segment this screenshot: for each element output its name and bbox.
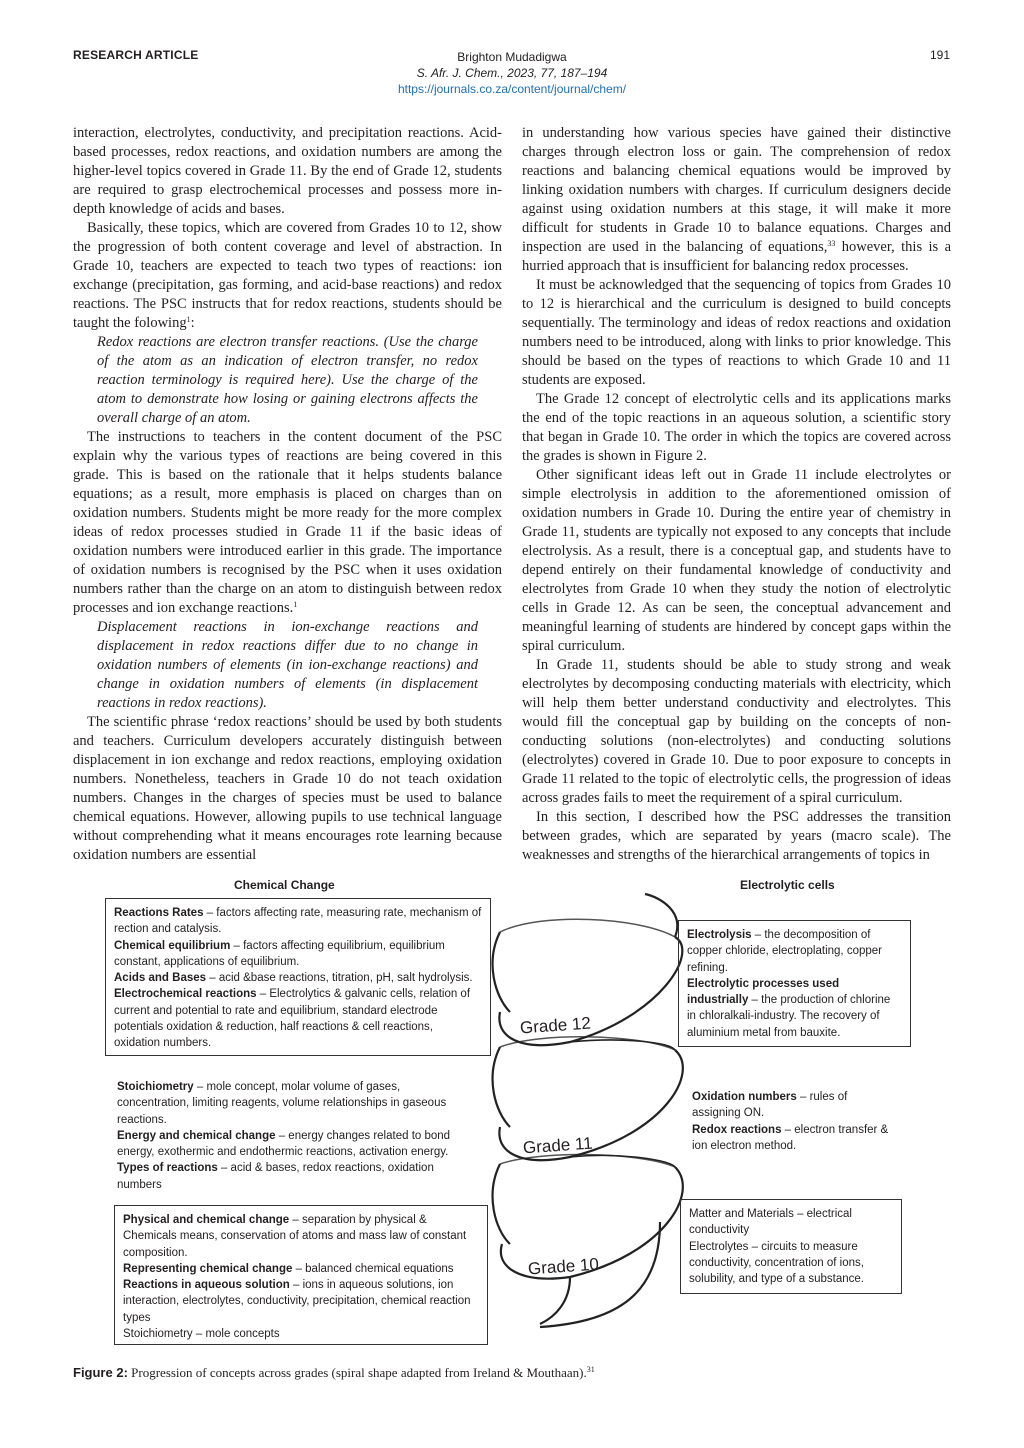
topic-item: Redox reactions – electron transfer & ion electron method.: [692, 1123, 889, 1152]
figure-title-left: Chemical Change: [234, 878, 335, 892]
left-text-column: [73, 124, 502, 865]
journal-link[interactable]: https://journals.co.za/content/journal/chem/: [397, 82, 627, 96]
author-name: Brighton Mudadigwa: [457, 50, 567, 64]
topic-item: Electrochemical reactions – Electrolytics & galvanic cells, relation of current and potential to rate and equilibrium, standard electrode potentials oxidation & reduction, half reactions & cell reactions, oxidation numbers.: [114, 988, 471, 1050]
figure-title-right: Electrolytic cells: [740, 878, 835, 892]
grade-label: Grade 11: [522, 1133, 594, 1158]
paragraph: [73, 219, 502, 333]
grade-12-electrolytic-box: [678, 920, 911, 1047]
reference-marker: 33: [827, 239, 836, 248]
topic-item: Reactions Rates – factors affecting rate, measuring rate, mechanism of rection and catalysis.: [114, 907, 482, 936]
paragraph: interaction, electrolytes, conductivity, and precipitation reactions. Acid-based processes, redox reactions, and oxidation numbers are among the higher-level topics covered in Grade 11. By the end of Grade 12, students are required to grasp electrochemical processes and possess more in-depth knowledge of acids and bases.: [73, 125, 502, 217]
figure-2: [100, 872, 920, 1352]
punctuation: :: [190, 315, 195, 331]
grade-12-topics-box: [105, 898, 491, 1056]
grade-11-electrolytic-box: [684, 1083, 899, 1155]
grade-label: Grade 10: [527, 1254, 600, 1279]
paragraph: In Grade 11, students should be able to study strong and weak electrolytes by decomposing conducting materials with electricity, which will help them better understand conductivity and electrolytes. This would fill the conceptual gap by building on the concepts of non-conducting solutions (non-electrolytes) and conducting solutions (electrolytes) covered in Grade 10. Due to poor exposure to concepts in Grade 11 related to the topic of electrolytic cells, the progression of ideas across grades fails to meet the requirement of a spiral curriculum.: [522, 657, 951, 806]
paragraph-text: The instructions to teachers in the content document of the PSC explain why the various types of reactions are being covered in this grade. This is based on the rationale that it helps students balance equations; as a result, more emphasis is placed on charges than on oxidation numbers. Students might be more ready for the more complex ideas of redox processes studied in Grade 11 if the basic ideas of oxidation numbers were introduced earlier in this grade. The importance of oxidation numbers is recognised by the PSC when it uses oxidation numbers rather than the charge on an atom to distinguish between redox processes and ion exchange reactions.: [73, 429, 502, 616]
topic-item: Electrolysis – the decomposition of copper chloride, electroplating, copper refining.: [687, 929, 882, 974]
topic-item: Acids and Bases – acid &base reactions, titration, pH, salt hydrolysis.: [114, 972, 473, 985]
topic-item: Oxidation numbers – rules of assigning ON.: [692, 1091, 848, 1120]
paragraph: The scientific phrase ‘redox reactions’ should be used by both students and teachers. Curriculum developers accurately distinguish between displacement in ion exchange and redox reactions, employing oxidation numbers. Nonetheless, teachers in Grade 10 do not teach oxidation numbers. Changes in the charges of species must be used to balance chemical equations. However, allowing pupils to use technical language without comprehending what it means encourages rote learning because oxidation numbers are essential: [73, 714, 502, 863]
running-header: [312, 49, 712, 97]
topic-item: Electrolytic processes used industrially – the production of chlorine in chloralkali-industry. The recovery of aluminium metal from bauxite.: [687, 977, 891, 1039]
paragraph: The Grade 12 concept of electrolytic cells and its applications marks the end of the topic reactions in an aqueous solution, a scientific story that began in Grade 10. The order in which the topics are covered across the grades is shown in Figure 2.: [522, 391, 951, 464]
reference-marker: 31: [586, 1365, 595, 1374]
topic-item: Electrolytes – circuits to measure conductivity, concentration of ions, solubility, and type of a substance.: [689, 1240, 864, 1286]
grade-label: Grade 12: [519, 1013, 592, 1038]
block-quote: Redox reactions are electron transfer reactions. (Use the charge of the atom as an indication of electron transfer, no redox reaction terminology is required here). Use the charge of the atom to demonstrate how losing or gaining electrons affects the overall charge of an atom.: [97, 334, 478, 426]
paragraph-text: however, this is a hurried approach that is insufficient for balancing redox processes.: [522, 239, 952, 274]
paragraph: [73, 428, 502, 618]
page-number: 191: [929, 48, 950, 62]
topic-item: Stoichiometry – mole concepts: [123, 1328, 280, 1341]
caption-text: Progression of concepts across grades (spiral shape adapted from Ireland & Mouthaan).: [127, 1365, 587, 1380]
paragraph: [522, 124, 951, 276]
paragraph: In this section, I described how the PSC addresses the transition between grades, which are separated by years (macro scale). The weaknesses and strengths of the hierarchical arrangements of topics in: [522, 809, 951, 863]
grade-10-electrolytic-box: [680, 1199, 902, 1294]
topic-item: Representing chemical change – balanced chemical equations: [123, 1262, 454, 1275]
paragraph-text: in understanding how various species have gained their distinctive charges through electron loss or gain. The comprehension of redox reactions and balancing chemical equations would be improved by linking oxidation numbers with charges. If curriculum designers decide against using oxidation numbers at this stage, it will make it more difficult for students in Grade 10 to balance equations. Charges and inspection are used in the balancing of equations,: [522, 125, 951, 255]
topic-item: Types of reactions – acid & bases, redox reactions, oxidation numbers: [117, 1162, 434, 1191]
block-quote: Displacement reactions in ion-exchange reactions and displacement in redox reactions differ due to no change in oxidation numbers of elements (in ion-exchange reactions) and change in oxidation numbers of elements (in displacement reactions in redox reactions).: [97, 619, 478, 711]
grade-10-topics-box: [114, 1205, 488, 1345]
topic-item: Stoichiometry – mole concept, molar volume of gases, concentration, limiting reagents, volume relationships in gaseous reactions.: [117, 1081, 447, 1126]
caption-label: Figure 2:: [73, 1365, 128, 1380]
article-type-label: RESEARCH ARTICLE: [73, 48, 199, 62]
journal-citation: S. Afr. J. Chem., 2023, 77, 187–194: [416, 66, 608, 80]
topic-item: Physical and chemical change – separation by physical & Chemicals means, conservation of atoms and mass law of constant composition.: [123, 1214, 467, 1259]
reference-marker: 1: [186, 315, 191, 324]
topic-item: Chemical equilibrium – factors affecting equilibrium, equilibrium constant, applications of equilibrium.: [114, 939, 445, 968]
topic-item: Reactions in aqueous solution – ions in aqueous solutions, ion interaction, electrolytes, conductivity, precipitation, chemical reaction types: [123, 1279, 471, 1324]
paragraph-text: Basically, these topics, which are covered from Grades 10 to 12, show the progression of both content coverage and level of abstraction. In Grade 10, teachers are expected to teach two types of reactions: ion exchange (precipitation, gas forming, and acid-base reactions) and redox reactions. The PSC instructs that for redox reactions, students should be taught the folowing: [73, 220, 502, 331]
grade-11-topics-box: [109, 1073, 469, 1193]
right-text-column: [522, 124, 951, 865]
paragraph: Other significant ideas left out in Grade 11 include electrolytes or simple electrolysis in addition to the aforementioned omission of oxidation numbers in Grade 10. During the entire year of chemistry in Grade 11, students are typically not exposed to any concepts that include electrolysis. As a result, there is a conceptual gap, and students have to depend entirely on their fundamental knowledge of conductivity and electrolytes from Grade 10 when they study the notion of electrolytic cells in Grade 12. As can be seen, the conceptual advancement and meaningful learning of students are hindered by concept gaps within the spiral curriculum.: [522, 467, 951, 654]
paragraph: It must be acknowledged that the sequencing of topics from Grades 10 to 12 is hierarchical and the curriculum is designed to build concepts sequentially. The terminology and ideas of redox reactions and oxidation numbers need to be introduced, along with links to prior knowledge. This should be based on the types of reactions to which Grade 10 and 11 students are exposed.: [522, 277, 951, 388]
topic-item: Energy and chemical change – energy changes related to bond energy, exothermic and endothermic reactions, activation energy.: [117, 1129, 451, 1159]
figure-caption: [73, 1365, 595, 1381]
reference-marker: 1: [293, 600, 298, 609]
topic-item: Matter and Materials – electrical conductivity: [689, 1208, 852, 1237]
